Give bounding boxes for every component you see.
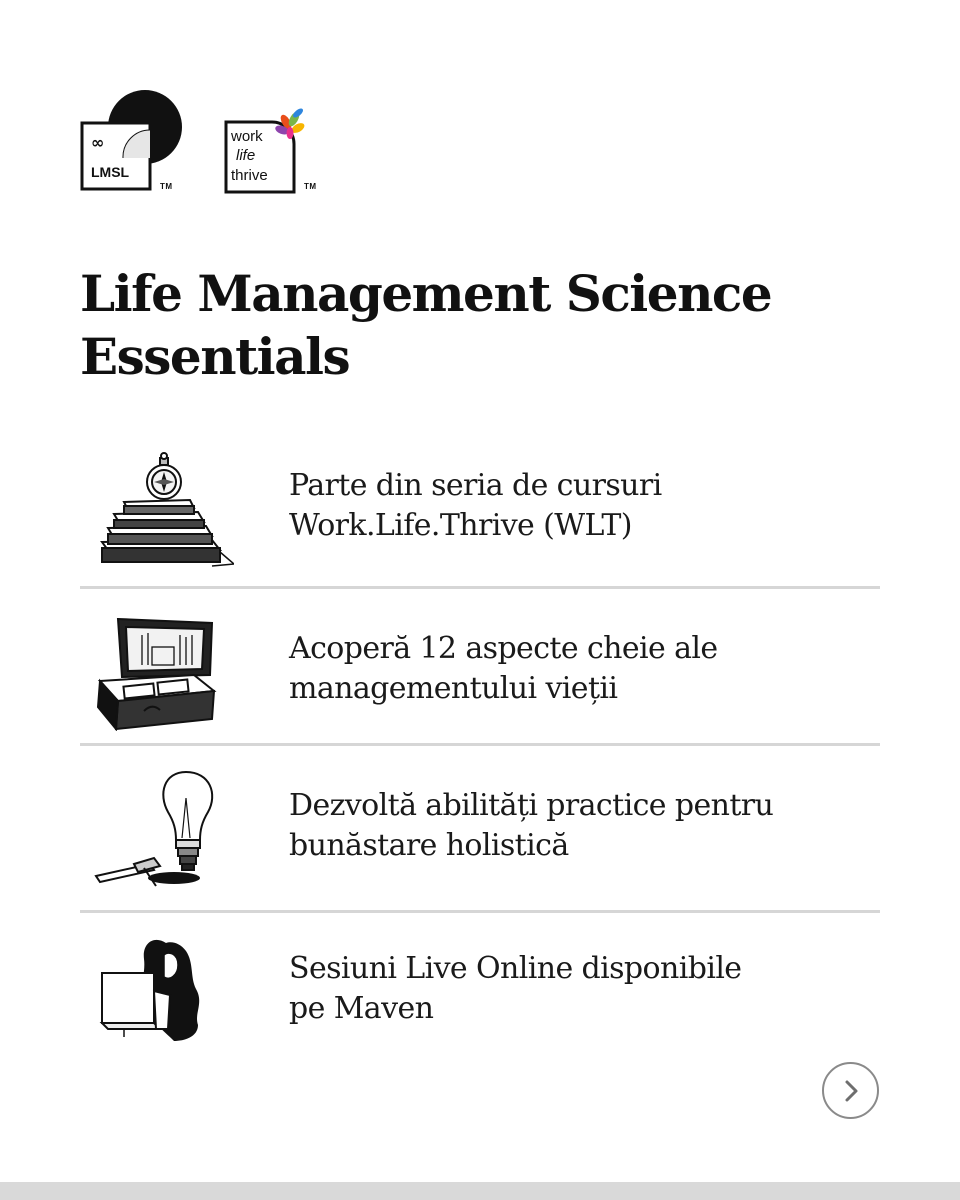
page-title	[80, 262, 880, 388]
lmsl-infinity-symbol: ∞	[91, 133, 105, 152]
feature-text-line-2: bunăstare holistică	[289, 828, 569, 863]
feature-item-live-sessions	[80, 913, 880, 1063]
feature-text-line-2: pe Maven	[289, 991, 434, 1026]
wlt-trademark: TM	[304, 182, 317, 191]
feature-text-line-1: Sesiuni Live Online disponibile	[289, 951, 742, 986]
lmsl-logo-text: LMSL	[91, 164, 130, 180]
feature-text-line-2: Work.Life.Thrive (WLT)	[289, 508, 632, 543]
wlt-logo-word-life: life	[236, 147, 256, 164]
feature-text-live-sessions	[289, 949, 849, 1029]
lightbulb-illustration	[94, 768, 234, 890]
open-suitcase-illustration	[94, 615, 234, 731]
lmsl-logo	[80, 88, 185, 193]
next-slide-button[interactable]	[822, 1062, 879, 1119]
feature-text-line-1: Acoperă 12 aspecte cheie ale	[289, 631, 718, 666]
feature-item-practical-skills	[80, 746, 880, 910]
books-compass-illustration	[94, 452, 234, 574]
page-title-line-2: Essentials	[80, 327, 350, 386]
feature-text-line-1: Dezvoltă abilități practice pentru	[289, 788, 774, 823]
feature-text-practical-skills	[289, 786, 849, 866]
wlt-logo	[224, 108, 310, 194]
lmsl-trademark: TM	[160, 182, 173, 191]
feature-item-12-aspects	[80, 589, 880, 743]
bottom-bar	[0, 1182, 960, 1200]
feature-text-line-1: Parte din seria de cursuri	[289, 468, 662, 503]
feature-text-line-2: managementului vieții	[289, 671, 618, 706]
feature-text-wlt-series	[289, 466, 849, 546]
wlt-logo-word-thrive: thrive	[231, 167, 268, 184]
feature-item-wlt-series	[80, 440, 880, 586]
wlt-logo-word-work: work	[231, 128, 263, 145]
chevron-right-icon	[838, 1078, 864, 1104]
woman-laptop-illustration	[94, 933, 234, 1045]
feature-text-12-aspects	[289, 629, 849, 709]
page-title-line-1: Life Management Science	[80, 264, 772, 323]
